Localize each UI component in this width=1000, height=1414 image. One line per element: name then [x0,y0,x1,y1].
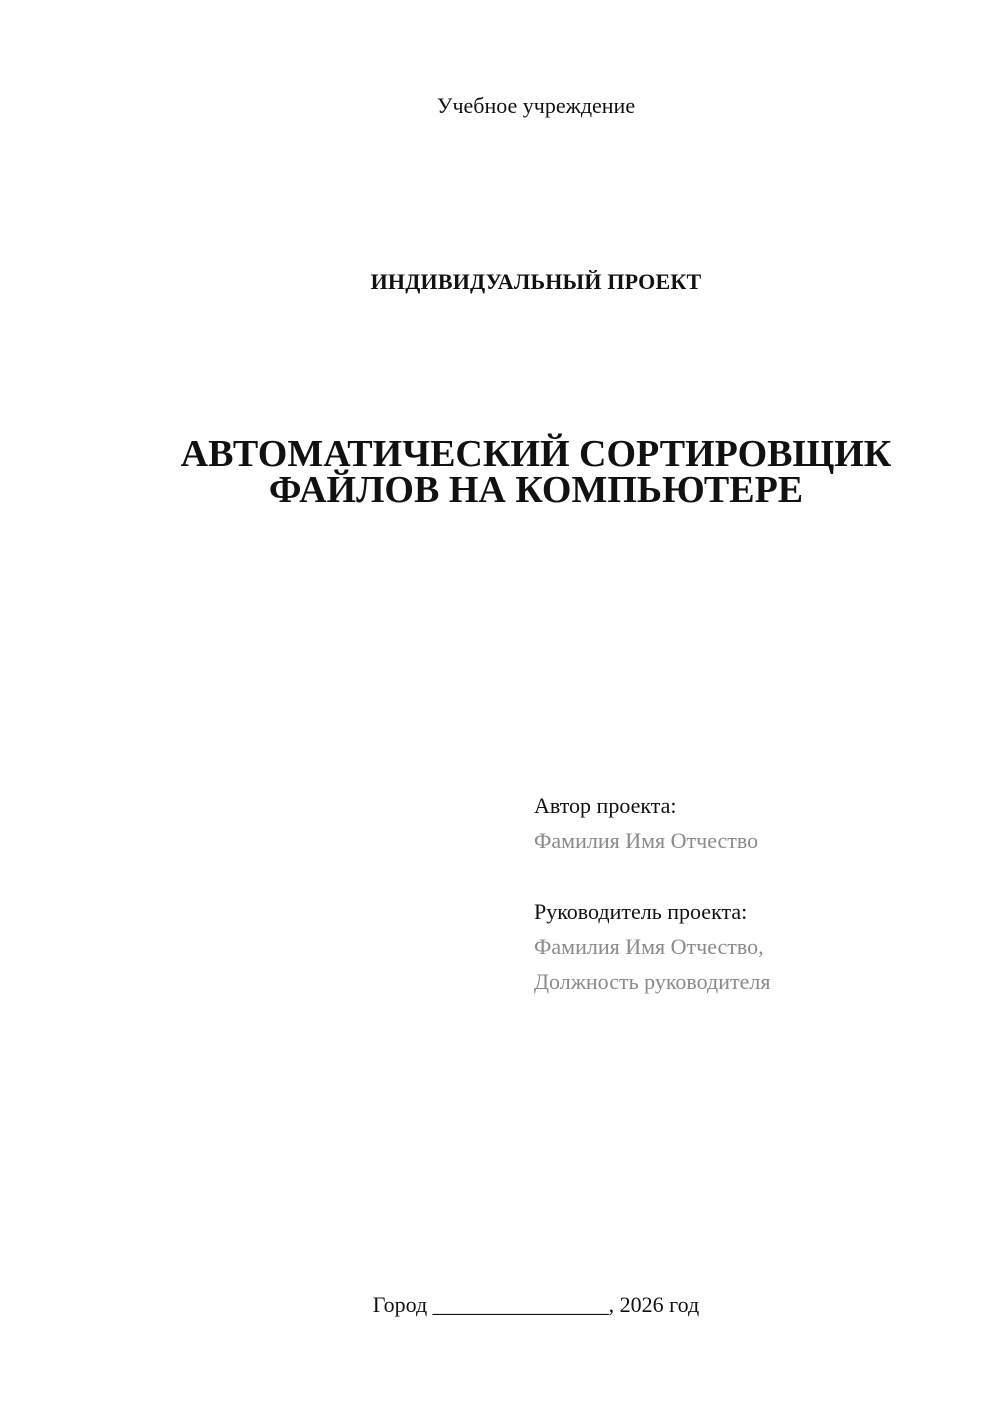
institution-name: Учебное учреждение [436,93,636,118]
project-people-block [534,788,974,999]
project-title [0,433,1000,511]
spacer [534,858,974,894]
project-title-line-2: ФАЙЛОВ НА КОМПЬЮТЕРЕ [268,469,804,511]
project-title-line-1: АВТОМАТИЧЕСКИЙ СОРТИРОВЩИК [180,433,892,475]
author-label: Автор проекта: [534,793,677,818]
city-year-line: Город ________________, 2026 год [372,1292,700,1317]
document-type-heading: ИНДИВИДУАЛЬНЫЙ ПРОЕКТ [370,269,702,294]
supervisor-label: Руководитель проекта: [534,899,748,924]
author-name: Фамилия Имя Отчество [534,828,759,853]
supervisor-position: Должность руководителя [534,969,771,994]
supervisor-name: Фамилия Имя Отчество, [534,934,764,959]
